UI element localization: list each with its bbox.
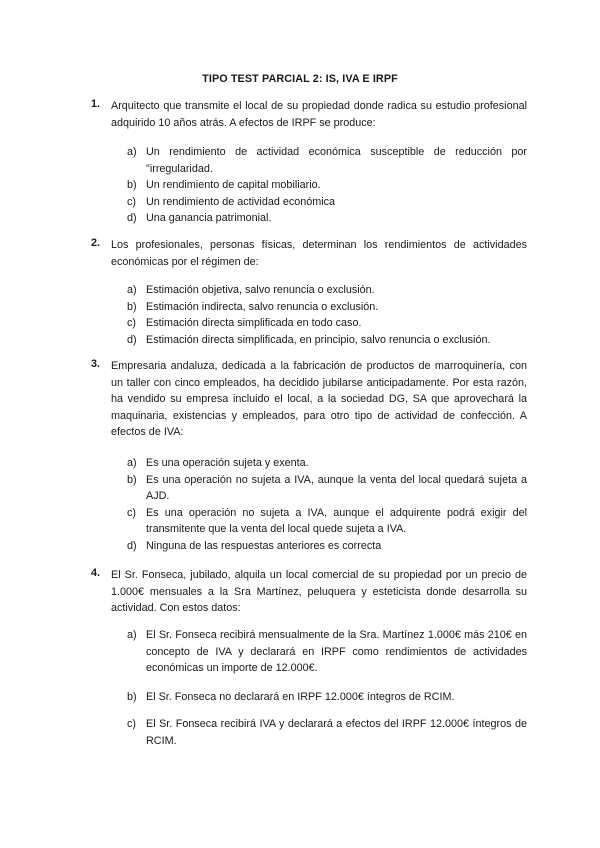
option-text: Es una operación sujeta y exenta.: [146, 457, 309, 469]
option-d: [127, 210, 527, 227]
option-b: [127, 299, 527, 316]
option-c: [127, 315, 527, 332]
option-b: [127, 689, 527, 706]
question-number: 4.: [91, 567, 101, 579]
option-b: [127, 177, 527, 194]
option-d: [127, 538, 527, 555]
question-2-options: [127, 282, 527, 348]
option-letter: d): [127, 333, 137, 346]
option-letter: b): [127, 691, 137, 703]
question-4-options-c: [127, 716, 527, 749]
question-number: 1.: [91, 98, 101, 110]
option-letter: d): [127, 539, 137, 552]
option-d: [127, 332, 527, 349]
question-number: 2.: [91, 237, 101, 249]
question-text: Arquitecto que transmite el local de su propiedad donde radica su estudio profesional adquirido 10 años atrás. A efectos de IRPF se produce:: [111, 100, 527, 129]
question-3-options: [127, 455, 527, 555]
option-letter: a): [127, 629, 137, 641]
option-text: El Sr. Fonseca no declarará en IRPF 12.000€ íntegros de RCIM.: [146, 691, 455, 703]
option-letter: c): [127, 718, 136, 730]
option-letter: c): [127, 317, 136, 330]
option-a: [127, 282, 527, 299]
option-letter: a): [127, 284, 137, 296]
option-text: El Sr. Fonseca recibirá IVA y declarará a efectos del IRPF 12.000€ íntegros de RCIM.: [146, 718, 527, 747]
option-letter: c): [127, 506, 136, 519]
question-text: Empresaria andaluza, dedicada a la fabricación de productos de marroquinería, con un taller con cinco empleados, ha decidido jubilarse anticipadamente. Por esta razón, ha vendido su empresa incluido el local, a la sociedad DG, SA que aprovechará la maquinaria, existencias y empleados, para otro tipo de actividad de confección. A efectos de IVA:: [111, 360, 527, 439]
option-text: Un rendimiento de actividad económica susceptible de reducción por "irregularidad.: [146, 146, 527, 175]
question-3: [91, 358, 527, 441]
option-a: [127, 455, 527, 472]
option-c: [127, 505, 527, 538]
option-a: [127, 144, 527, 177]
option-text: Es una operación no sujeta a IVA, aunque la venta del local quedará sujeta a AJD.: [146, 473, 527, 503]
option-c: [127, 194, 527, 211]
option-letter: c): [127, 195, 136, 208]
option-b: [127, 472, 527, 505]
question-2: [91, 237, 527, 270]
option-text: Es una operación no sujeta a IVA, aunque el adquirente podrá exigir del transmitente que la venta del local quede sujeta a IVA.: [146, 506, 527, 536]
option-letter: d): [127, 212, 137, 225]
option-a: [127, 627, 527, 677]
question-text: El Sr. Fonseca, jubilado, alquila un local comercial de su propiedad por un precio de 1.000€ mensuales a la Sra Martínez, peluquera y esteticista donde desarrolla su actividad. Con estos datos:: [111, 569, 527, 615]
option-letter: b): [127, 473, 137, 486]
question-1-options: [127, 144, 527, 227]
option-letter: a): [127, 457, 137, 469]
question-4: [91, 567, 527, 617]
option-text: Estimación indirecta, salvo renuncia o exclusión.: [146, 300, 379, 313]
option-text: Estimación objetiva, salvo renuncia o exclusión.: [146, 284, 375, 296]
option-text: Una ganancia patrimonial.: [146, 212, 272, 225]
document-title: TIPO TEST PARCIAL 2: IS, IVA E IRPF: [202, 73, 398, 85]
question-4-options: [127, 627, 527, 677]
option-text: Ninguna de las respuestas anteriores es correcta: [146, 539, 382, 552]
option-text: El Sr. Fonseca recibirá mensualmente de la Sra. Martínez 1.000€ más 210€ en concepto de IVA y declarará en IRPF como rendimientos de actividades económicas un importe de 12.000€.: [146, 629, 527, 675]
option-text: Un rendimiento de actividad económica: [146, 195, 336, 208]
option-letter: b): [127, 179, 137, 192]
option-text: Estimación directa simplificada en todo caso.: [146, 317, 362, 330]
option-letter: a): [127, 146, 137, 158]
option-letter: b): [127, 300, 137, 313]
question-4-options-b: [127, 689, 527, 706]
option-text: Estimación directa simplificada, en principio, salvo renuncia o exclusión.: [146, 333, 491, 346]
option-c: [127, 716, 527, 749]
question-number: 3.: [91, 358, 101, 370]
option-text: Un rendimiento de capital mobiliario.: [146, 179, 321, 192]
question-text: Los profesionales, personas físicas, determinan los rendimientos de actividades económicas por el régimen de:: [111, 239, 527, 268]
question-1: [91, 98, 527, 131]
